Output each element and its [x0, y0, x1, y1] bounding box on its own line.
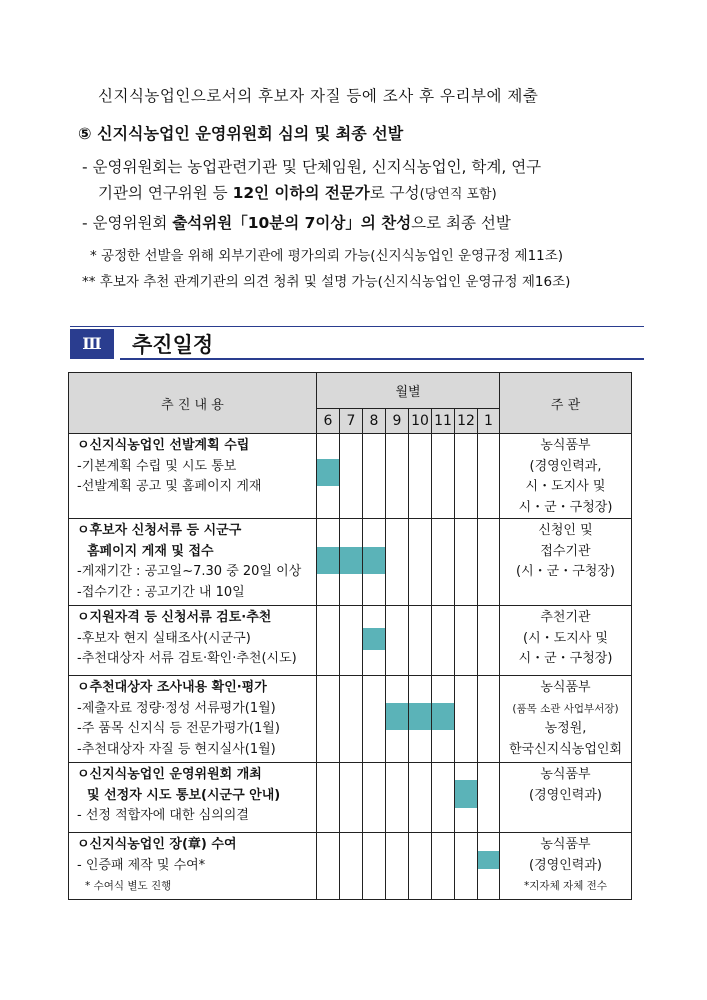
- gantt-bar: [478, 851, 499, 869]
- row-org: [500, 434, 632, 519]
- row-title: ㅇ후보자 신청서류 등 시군구: [77, 523, 242, 538]
- org-line: (경영인력과): [529, 787, 602, 803]
- gantt-bar: [363, 547, 385, 574]
- gantt-cell: [363, 676, 386, 763]
- gantt-cell: [455, 833, 478, 900]
- row-line: -주 품목 신지식 등 전문가평가(1월): [77, 721, 280, 736]
- subheading-final-selection: ⑤ 신지식농업인 운영위원회 심의 및 최종 선발: [78, 124, 404, 143]
- gantt-cell: [455, 434, 478, 519]
- row-org: [500, 606, 632, 676]
- gantt-cell: [409, 434, 432, 519]
- gantt-cell: [432, 763, 455, 833]
- gantt-cell: [317, 519, 340, 606]
- month-9: 9: [386, 409, 409, 434]
- section-title: 추진일정: [132, 333, 214, 357]
- org-note: *지자체 자체 전수: [524, 880, 607, 892]
- row-org: [500, 833, 632, 900]
- gantt-bar: [317, 459, 339, 486]
- gantt-cell: [363, 833, 386, 900]
- row-title-cont: 및 선정자 시도 통보(시군구 안내): [87, 787, 281, 803]
- table-row: [69, 434, 632, 519]
- gantt-cell: [409, 606, 432, 676]
- gantt-cell: [386, 676, 409, 763]
- row-title-cont: 홈페이지 게재 및 접수: [87, 543, 214, 559]
- header-month: 월별: [317, 373, 500, 409]
- text: - 운영위원회: [82, 214, 173, 232]
- gantt-cell: [432, 606, 455, 676]
- gantt-bar: [340, 547, 362, 574]
- table-row: [69, 519, 632, 606]
- gantt-cell: [432, 434, 455, 519]
- section-number: Ⅲ: [70, 329, 114, 359]
- gantt-cell: [363, 606, 386, 676]
- intro-line: 신지식농업인으로서의 후보자 자질 등에 조사 후 우리부에 제출: [98, 87, 539, 105]
- gantt-cell: [386, 519, 409, 606]
- header-content: 추 진 내 용: [69, 373, 317, 434]
- table-row: [69, 676, 632, 763]
- row-content: [69, 763, 317, 833]
- row-title: ㅇ신지식농업인 장(章) 수여: [77, 837, 237, 852]
- row-line: -게재기간 : 공고일~7.30 중 20일 이상: [77, 564, 302, 579]
- gantt-cell: [409, 833, 432, 900]
- gantt-cell: [340, 519, 363, 606]
- gantt-cell: [455, 606, 478, 676]
- bullet-committee-composition-cont: [98, 181, 497, 203]
- table-row: [69, 763, 632, 833]
- table-row: [69, 606, 632, 676]
- text: 기관의 연구위원 등: [98, 184, 233, 202]
- row-org: [500, 763, 632, 833]
- row-content: [69, 519, 317, 606]
- gantt-cell: [363, 434, 386, 519]
- gantt-cell: [478, 606, 500, 676]
- text: 로 구성: [369, 184, 420, 202]
- text: 으로 최종 선발: [411, 214, 511, 232]
- gantt-cell: [455, 763, 478, 833]
- row-line: -접수기간 : 공고기간 내 10일: [77, 584, 245, 600]
- org-line: 농식품부: [540, 438, 591, 453]
- month-8: 8: [363, 409, 386, 434]
- gantt-bar: [409, 703, 431, 730]
- emphasis: 12인 이하의 전문가: [232, 184, 370, 202]
- gantt-cell: [478, 676, 500, 763]
- gantt-cell: [455, 519, 478, 606]
- gantt-bar: [386, 703, 408, 730]
- row-content: [69, 434, 317, 519]
- row-content: [69, 606, 317, 676]
- row-org: [500, 676, 632, 763]
- table-row: [69, 833, 632, 900]
- gantt-cell: [340, 763, 363, 833]
- footnote-2: ** 후보자 추천 관계기관의 의견 청취 및 설명 가능(신지식농업인 운영규정 제16조): [82, 274, 571, 290]
- month-1: 1: [478, 409, 500, 434]
- row-line: - 선정 적합자에 대한 심의의결: [77, 808, 249, 823]
- org-line: (경영인력과,: [529, 458, 602, 474]
- month-10: 10: [409, 409, 432, 434]
- section-rule-top: [70, 326, 644, 327]
- gantt-cell: [317, 606, 340, 676]
- org-line: 접수기관: [540, 543, 591, 559]
- org-line: (품목 소관 사업부서장): [512, 702, 619, 715]
- org-line: (경영인력과): [529, 857, 602, 873]
- header-org: 주 관: [500, 373, 632, 434]
- row-content: [69, 833, 317, 900]
- gantt-cell: [363, 519, 386, 606]
- bullet-committee-composition: - 운영위원회는 농업관련기관 및 단체임원, 신지식농업인, 학계, 연구: [82, 158, 542, 176]
- org-line: (시・도지사 및: [523, 630, 608, 646]
- row-line: -후보자 현지 실태조사(시군구): [77, 630, 251, 646]
- gantt-cell: [317, 434, 340, 519]
- org-line: (시・군・구청장): [516, 564, 615, 579]
- month-11: 11: [432, 409, 455, 434]
- gantt-cell: [386, 763, 409, 833]
- gantt-cell: [478, 763, 500, 833]
- row-title: ㅇ신지식농업인 선발계획 수립: [77, 438, 250, 453]
- org-line: 시・군・구청장): [518, 499, 613, 515]
- gantt-cell: [409, 519, 432, 606]
- schedule-table: [68, 372, 632, 900]
- org-line: 한국신지식농업인회: [508, 741, 623, 757]
- org-line: 시・군・구청장): [518, 651, 613, 666]
- gantt-cell: [340, 676, 363, 763]
- row-note: * 수여식 별도 진행: [85, 880, 172, 892]
- org-line: 농식품부: [540, 837, 591, 852]
- month-12: 12: [455, 409, 478, 434]
- gantt-cell: [317, 676, 340, 763]
- gantt-cell: [432, 676, 455, 763]
- gantt-cell: [455, 676, 478, 763]
- gantt-cell: [363, 763, 386, 833]
- footnote-1: * 공정한 선발을 위해 외부기관에 평가의뢰 가능(신지식농업인 운영규정 제11조): [90, 248, 564, 264]
- note: (당연직 포함): [419, 187, 497, 202]
- org-line: 농식품부: [540, 767, 591, 782]
- gantt-cell: [409, 763, 432, 833]
- gantt-cell: [340, 434, 363, 519]
- gantt-bar: [317, 547, 339, 574]
- gantt-bar: [455, 780, 477, 808]
- gantt-cell: [478, 833, 500, 900]
- row-line: -추천대상자 서류 검토·확인·추천(시도): [77, 651, 297, 666]
- gantt-cell: [409, 676, 432, 763]
- gantt-cell: [386, 606, 409, 676]
- row-line: -기본계획 수립 및 시도 통보: [77, 458, 237, 474]
- gantt-cell: [386, 833, 409, 900]
- gantt-bar: [363, 628, 385, 650]
- gantt-cell: [478, 434, 500, 519]
- row-line: -선발계획 공고 및 홈페이지 게재: [77, 479, 262, 494]
- gantt-cell: [317, 833, 340, 900]
- row-title: ㅇ지원자격 등 신청서류 검토·추천: [77, 610, 272, 625]
- month-7: 7: [340, 409, 363, 434]
- org-line: 농식품부: [540, 680, 591, 695]
- month-6: 6: [317, 409, 340, 434]
- row-line: - 인증패 제작 및 수여*: [77, 857, 206, 873]
- org-line: 신청인 및: [538, 523, 593, 538]
- org-line: 추천기관: [540, 610, 591, 625]
- row-content: [69, 676, 317, 763]
- org-line: 농정원,: [544, 721, 587, 736]
- gantt-cell: [386, 434, 409, 519]
- gantt-cell: [432, 833, 455, 900]
- gantt-bar: [432, 703, 454, 730]
- gantt-cell: [340, 606, 363, 676]
- row-line: -추천대상자 자질 등 현지실사(1월): [77, 741, 276, 757]
- gantt-cell: [340, 833, 363, 900]
- row-line: -제출자료 정량·정성 서류평가(1월): [77, 700, 276, 716]
- gantt-cell: [478, 519, 500, 606]
- emphasis: 출석위원「10분의 7이상」의 찬성: [172, 214, 412, 232]
- section-rule-bottom: [120, 358, 644, 360]
- row-title: ㅇ신지식농업인 운영위원회 개최: [77, 767, 262, 782]
- org-line: 시・도지사 및: [525, 479, 606, 494]
- gantt-cell: [432, 519, 455, 606]
- row-title: ㅇ추천대상자 조사내용 확인·평가: [77, 680, 267, 695]
- gantt-cell: [317, 763, 340, 833]
- row-org: [500, 519, 632, 606]
- bullet-approval: [82, 211, 511, 233]
